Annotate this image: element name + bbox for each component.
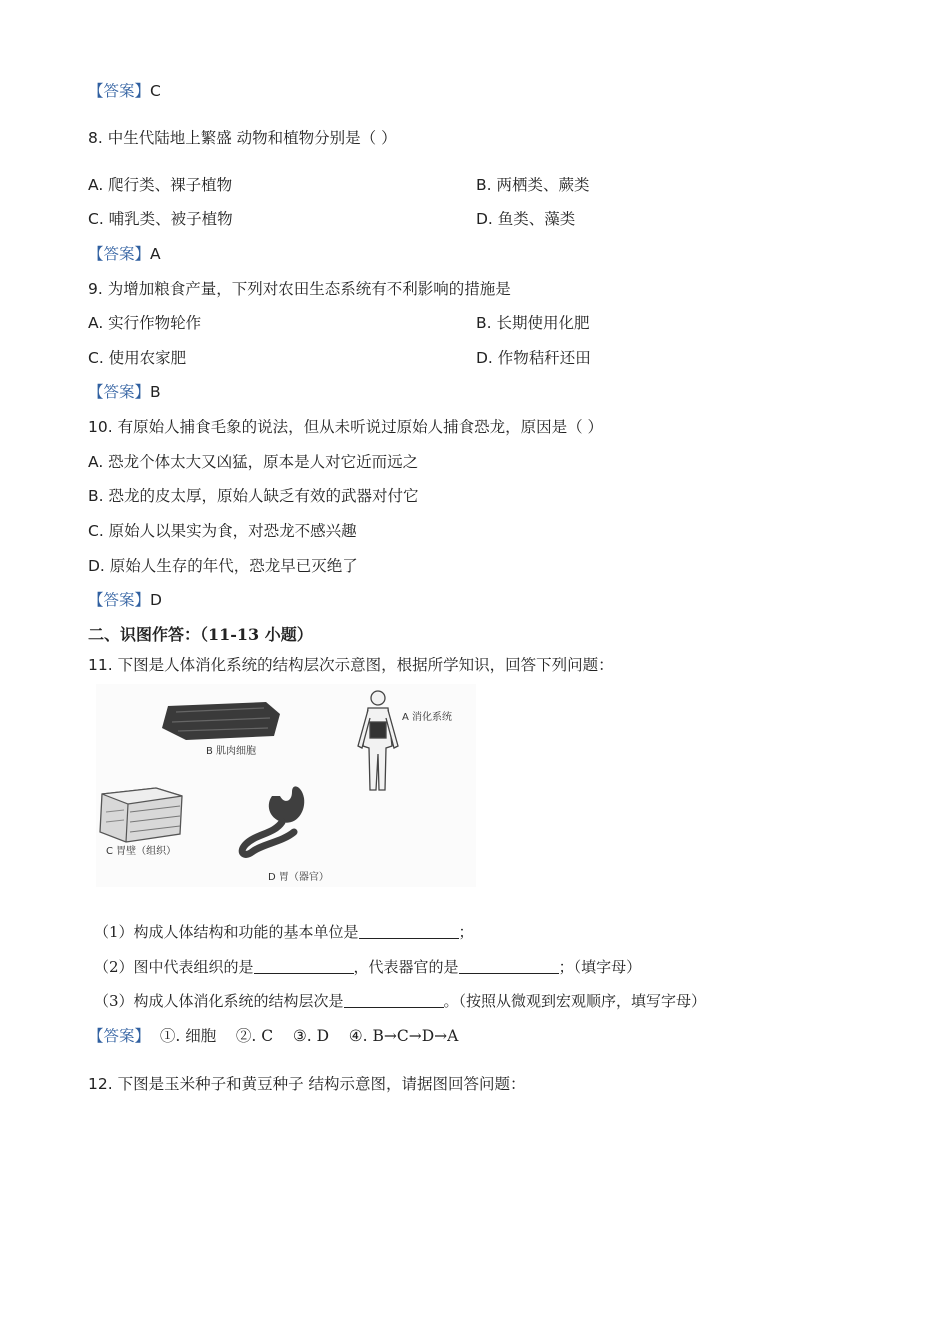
q9-option-c: C. 使用农家肥	[88, 349, 187, 367]
q11-sub3-text: （3）构成人体消化系统的结构层次是	[94, 992, 344, 1010]
q8-question: 8. 中生代陆地上繁盛 动物和植物分别是（ ）	[88, 129, 397, 147]
q11-sub2	[94, 957, 641, 977]
q10-answer-value: D	[150, 591, 162, 609]
q11-question: 11. 下图是人体消化系统的结构层次示意图，根据所学知识，回答下列问题：	[88, 656, 614, 674]
q11-sub1	[94, 922, 474, 942]
label-a: A 消化系统	[402, 712, 453, 723]
label-c: C 胃壁（组织）	[106, 846, 177, 857]
q11-sub1-end: ；	[458, 923, 474, 941]
q9-answer	[88, 382, 161, 402]
q10-option-a: A. 恐龙个体太大又凶猛，原本是人对它近而远之	[88, 453, 419, 471]
q9-option-b: B. 长期使用化肥	[476, 314, 590, 332]
q11-answer	[88, 1026, 458, 1046]
answer-blank[interactable]	[254, 959, 354, 974]
q10-answer	[88, 590, 162, 610]
q11-answer-value: ①. 细胞 ②. C ③. D ④. B→C→D→A	[150, 1027, 459, 1045]
q10-option-d: D. 原始人生存的年代，恐龙早已灭绝了	[88, 557, 358, 575]
section-heading: 二、识图作答：（11-13 小题）	[88, 625, 313, 644]
q11-sub3	[94, 991, 706, 1011]
human-body-illustration	[358, 691, 398, 790]
tissue-block-illustration	[100, 788, 182, 842]
answer-blank[interactable]	[344, 993, 444, 1008]
q12-question: 12. 下图是玉米种子和黄豆种子 结构示意图，请据图回答问题：	[88, 1075, 526, 1093]
answer-label: 【答案】	[88, 1027, 151, 1045]
q10-question: 10. 有原始人捕食毛象的说法，但从未听说过原始人捕食恐龙，原因是（ ）	[88, 418, 604, 436]
q9-option-d: D. 作物秸秆还田	[476, 349, 591, 367]
q8-answer-value: A	[150, 245, 161, 263]
answer-label: 【答案】	[88, 245, 151, 263]
q7-answer-value: C	[150, 82, 161, 100]
q11-sub2-end: ；（填字母）	[558, 958, 642, 976]
answer-label: 【答案】	[88, 591, 151, 609]
q11-sub2-mid: ，代表器官的是	[353, 958, 459, 976]
label-b: B 肌肉细胞	[206, 746, 257, 757]
digestive-system-figure	[96, 684, 476, 887]
q11-sub3-end: 。（按照从微观到宏观顺序，填写字母）	[443, 992, 707, 1010]
q10-option-c: C. 原始人以果实为食，对恐龙不感兴趣	[88, 522, 357, 540]
label-d: D 胃（器官）	[268, 872, 329, 883]
q8-answer	[88, 244, 161, 264]
q9-answer-value: B	[150, 383, 161, 401]
q8-option-d: D. 鱼类、藻类	[476, 210, 576, 228]
q11-sub2-text: （2）图中代表组织的是	[94, 958, 254, 976]
answer-blank[interactable]	[359, 924, 459, 939]
answer-label: 【答案】	[88, 383, 151, 401]
q9-option-a: A. 实行作物轮作	[88, 314, 202, 332]
q8-option-c: C. 哺乳类、被子植物	[88, 210, 233, 228]
muscle-cell-illustration	[162, 702, 280, 740]
answer-label: 【答案】	[88, 82, 151, 100]
q8-option-b: B. 两栖类、蕨类	[476, 176, 590, 194]
q8-option-a: A. 爬行类、裸子植物	[88, 176, 233, 194]
stomach-illustration	[242, 786, 304, 854]
q11-sub1-text: （1）构成人体结构和功能的基本单位是	[94, 923, 359, 941]
q7-answer	[88, 81, 161, 101]
answer-blank[interactable]	[459, 959, 559, 974]
q10-option-b: B. 恐龙的皮太厚，原始人缺乏有效的武器对付它	[88, 487, 419, 505]
q9-question: 9. 为增加粮食产量，下列对农田生态系统有不利影响的措施是	[88, 280, 511, 298]
